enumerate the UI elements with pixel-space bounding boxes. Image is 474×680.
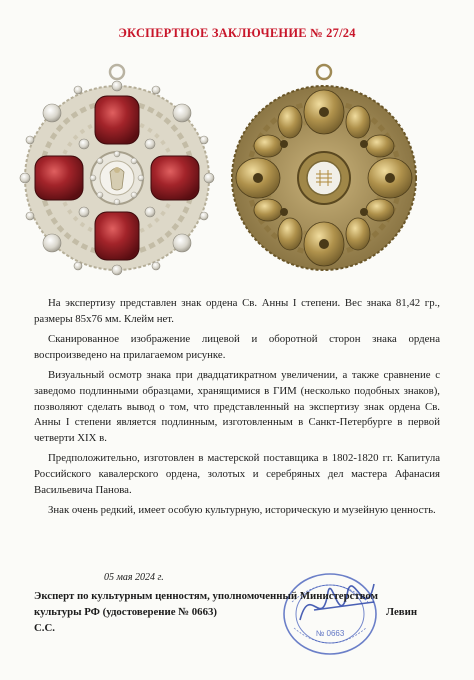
signature-line-2: культуры РФ (удостоверение № 0663) bbox=[34, 605, 217, 618]
paragraph-attribution: Предположительно, изготовлен в мастерской поставщика в 1802-1820 гг. Капитула Российского кавалерского ордена, золотых и серебряных дел мастера Афанасия Васильевича Панова. bbox=[34, 452, 440, 496]
order-photos bbox=[0, 60, 474, 292]
stamp-number: № 0663 bbox=[315, 629, 345, 638]
paragraph-scan-note: Сканированное изображение лицевой и оборотной сторон знака ордена воспроизведено на прилагаемом рисунке. bbox=[34, 333, 440, 361]
document-title: ЭКСПЕРТНОЕ ЗАКЛЮЧЕНИЕ № 27/24 bbox=[118, 26, 356, 40]
order-back-image bbox=[232, 65, 416, 270]
order-front-image bbox=[20, 65, 214, 275]
signature-initials: С.С. bbox=[34, 621, 55, 634]
signature-block bbox=[34, 589, 444, 636]
document-body bbox=[34, 296, 440, 524]
signature-line-1: Эксперт по культурным ценностям, уполномоченный Министерством bbox=[34, 590, 378, 602]
paragraph-rarity: Знак очень редкий, имеет особую культурную, историческую и музейную ценность. bbox=[48, 504, 436, 517]
signature-line-2-row bbox=[34, 605, 444, 621]
signature-name: Левин bbox=[386, 605, 418, 618]
paragraph-description: На экспертизу представлен знак ордена Св. Анны I степени. Вес знака 81,42 гр., размеры 85х76 мм. Клейм нет. bbox=[34, 297, 440, 325]
paragraph-conclusion: Визуальный осмотр знака при двадцатикратном увеличении, а также сравнение с заведомо подлинными образцами, хранящимися в ГИМ (несколько подобных знаков), позволяют сделать вывод о том, что представленный на экспертизу знак ордена Св. Анны I степени является подлинным, изготовленным в Санкт-Петербурге в первой четверти XIX в. bbox=[34, 369, 440, 444]
document-date: 05 мая 2024 г. bbox=[104, 572, 164, 583]
